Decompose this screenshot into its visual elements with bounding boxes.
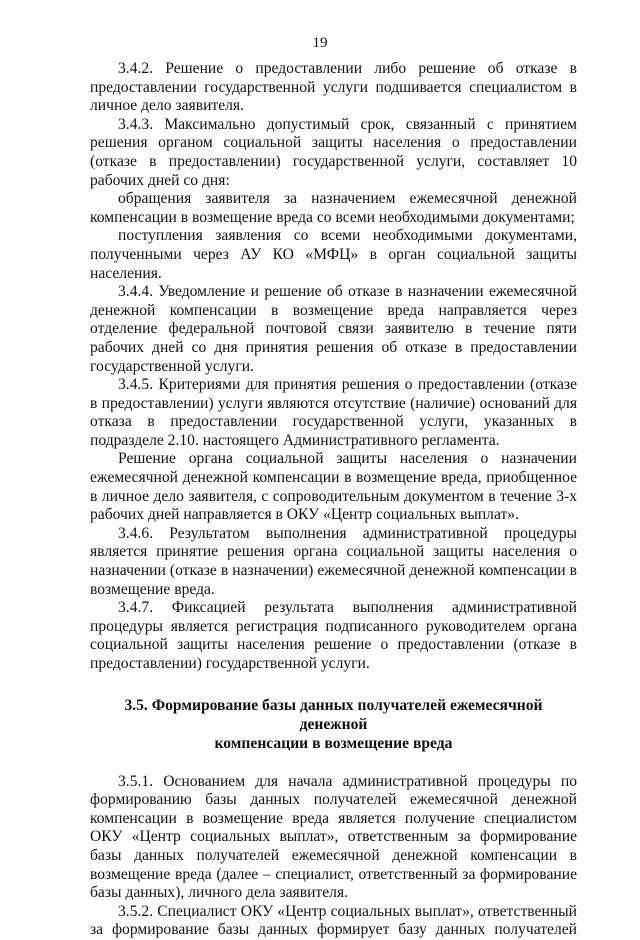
paragraph-3-4-6: 3.4.6. Результатом выполнения административной процедуры является принятие решения органа социальной защиты населения о назначении (отказе в назначении) ежемесячной денежной компенсации в возмещение вреда. [90, 524, 577, 598]
paragraph-3-4-5: 3.4.5. Критериями для принятия решения о предоставлении (отказе в предоставлении) услуги являются отсутствие (наличие) оснований для отказа в предоставлении государственной услуги, указанных в подразделе 2.10. настоящего Административного регламента. [90, 376, 577, 449]
paragraph-3-5-2: 3.5.2. Специалист ОКУ «Центр социальных выплат», ответственный за формирование базы данных формирует базу данных получателей [90, 902, 577, 939]
list-item-mfc-receipt: поступления заявления со всеми необходимыми документами, полученными через АУ КО «МФЦ» в орган социальной защиты населения. [90, 227, 577, 282]
section-heading-line-1: 3.5. Формирование базы данных получателей ежемесячной денежной [124, 696, 543, 733]
section-heading-line-2: компенсации в возмещение вреда [214, 734, 453, 752]
document-body [90, 60, 577, 940]
paragraph-3-5-1: 3.5.1. Основанием для начала административной процедуры по формированию базы данных получателей ежемесячной денежной компенсации в возмещение вреда является получение специалистом ОКУ «Центр социальных выплат», ответственным за формирование базы данных получателей ежемесячной денежной компенсации в возмещение вреда (далее – специалист, ответственный за формирование базы данных), личного дела заявителя. [90, 772, 577, 902]
list-item-application: обращения заявителя за назначением ежемесячной денежной компенсации в возмещение вреда со всеми необходимыми документами; [90, 190, 577, 226]
paragraph-3-4-3: 3.4.3. Максимально допустимый срок, связанный с принятием решения органом социальной защиты населения о предоставлении (отказе в предоставлении) государственной услуги, составляет 10 рабочих дней со дня: [90, 115, 577, 189]
paragraph-3-4-4: 3.4.4. Уведомление и решение об отказе в назначении ежемесячной денежной компенсации в возмещение вреда направляется через отделение федеральной почтовой связи заявителю в течение пяти рабочих дней со дня принятия решения об отказе в предоставлении государственной услуги. [90, 283, 577, 375]
paragraph-3-4-2: 3.4.2. Решение о предоставлении либо решение об отказе в предоставлении государственной услуги подшивается специалистом в личное дело заявителя. [90, 60, 577, 115]
paragraph-3-4-7: 3.4.7. Фиксацией результата выполнения административной процедуры является регистрация подписанного руководителем органа социальной защиты населения решение о предоставлении (отказе в предоставлении) государственной услуги. [90, 599, 577, 672]
section-heading-3-5 [90, 696, 577, 753]
page-number: 19 [312, 35, 328, 51]
paragraph-decision: Решение органа социальной защиты населения о назначении ежемесячной денежной компенсации в возмещение вреда, приобщенное в личное дело заявителя, с сопроводительным документом в течение 3-х рабочих дней направляется в ОКУ «Центр социальных выплат». [90, 450, 577, 524]
